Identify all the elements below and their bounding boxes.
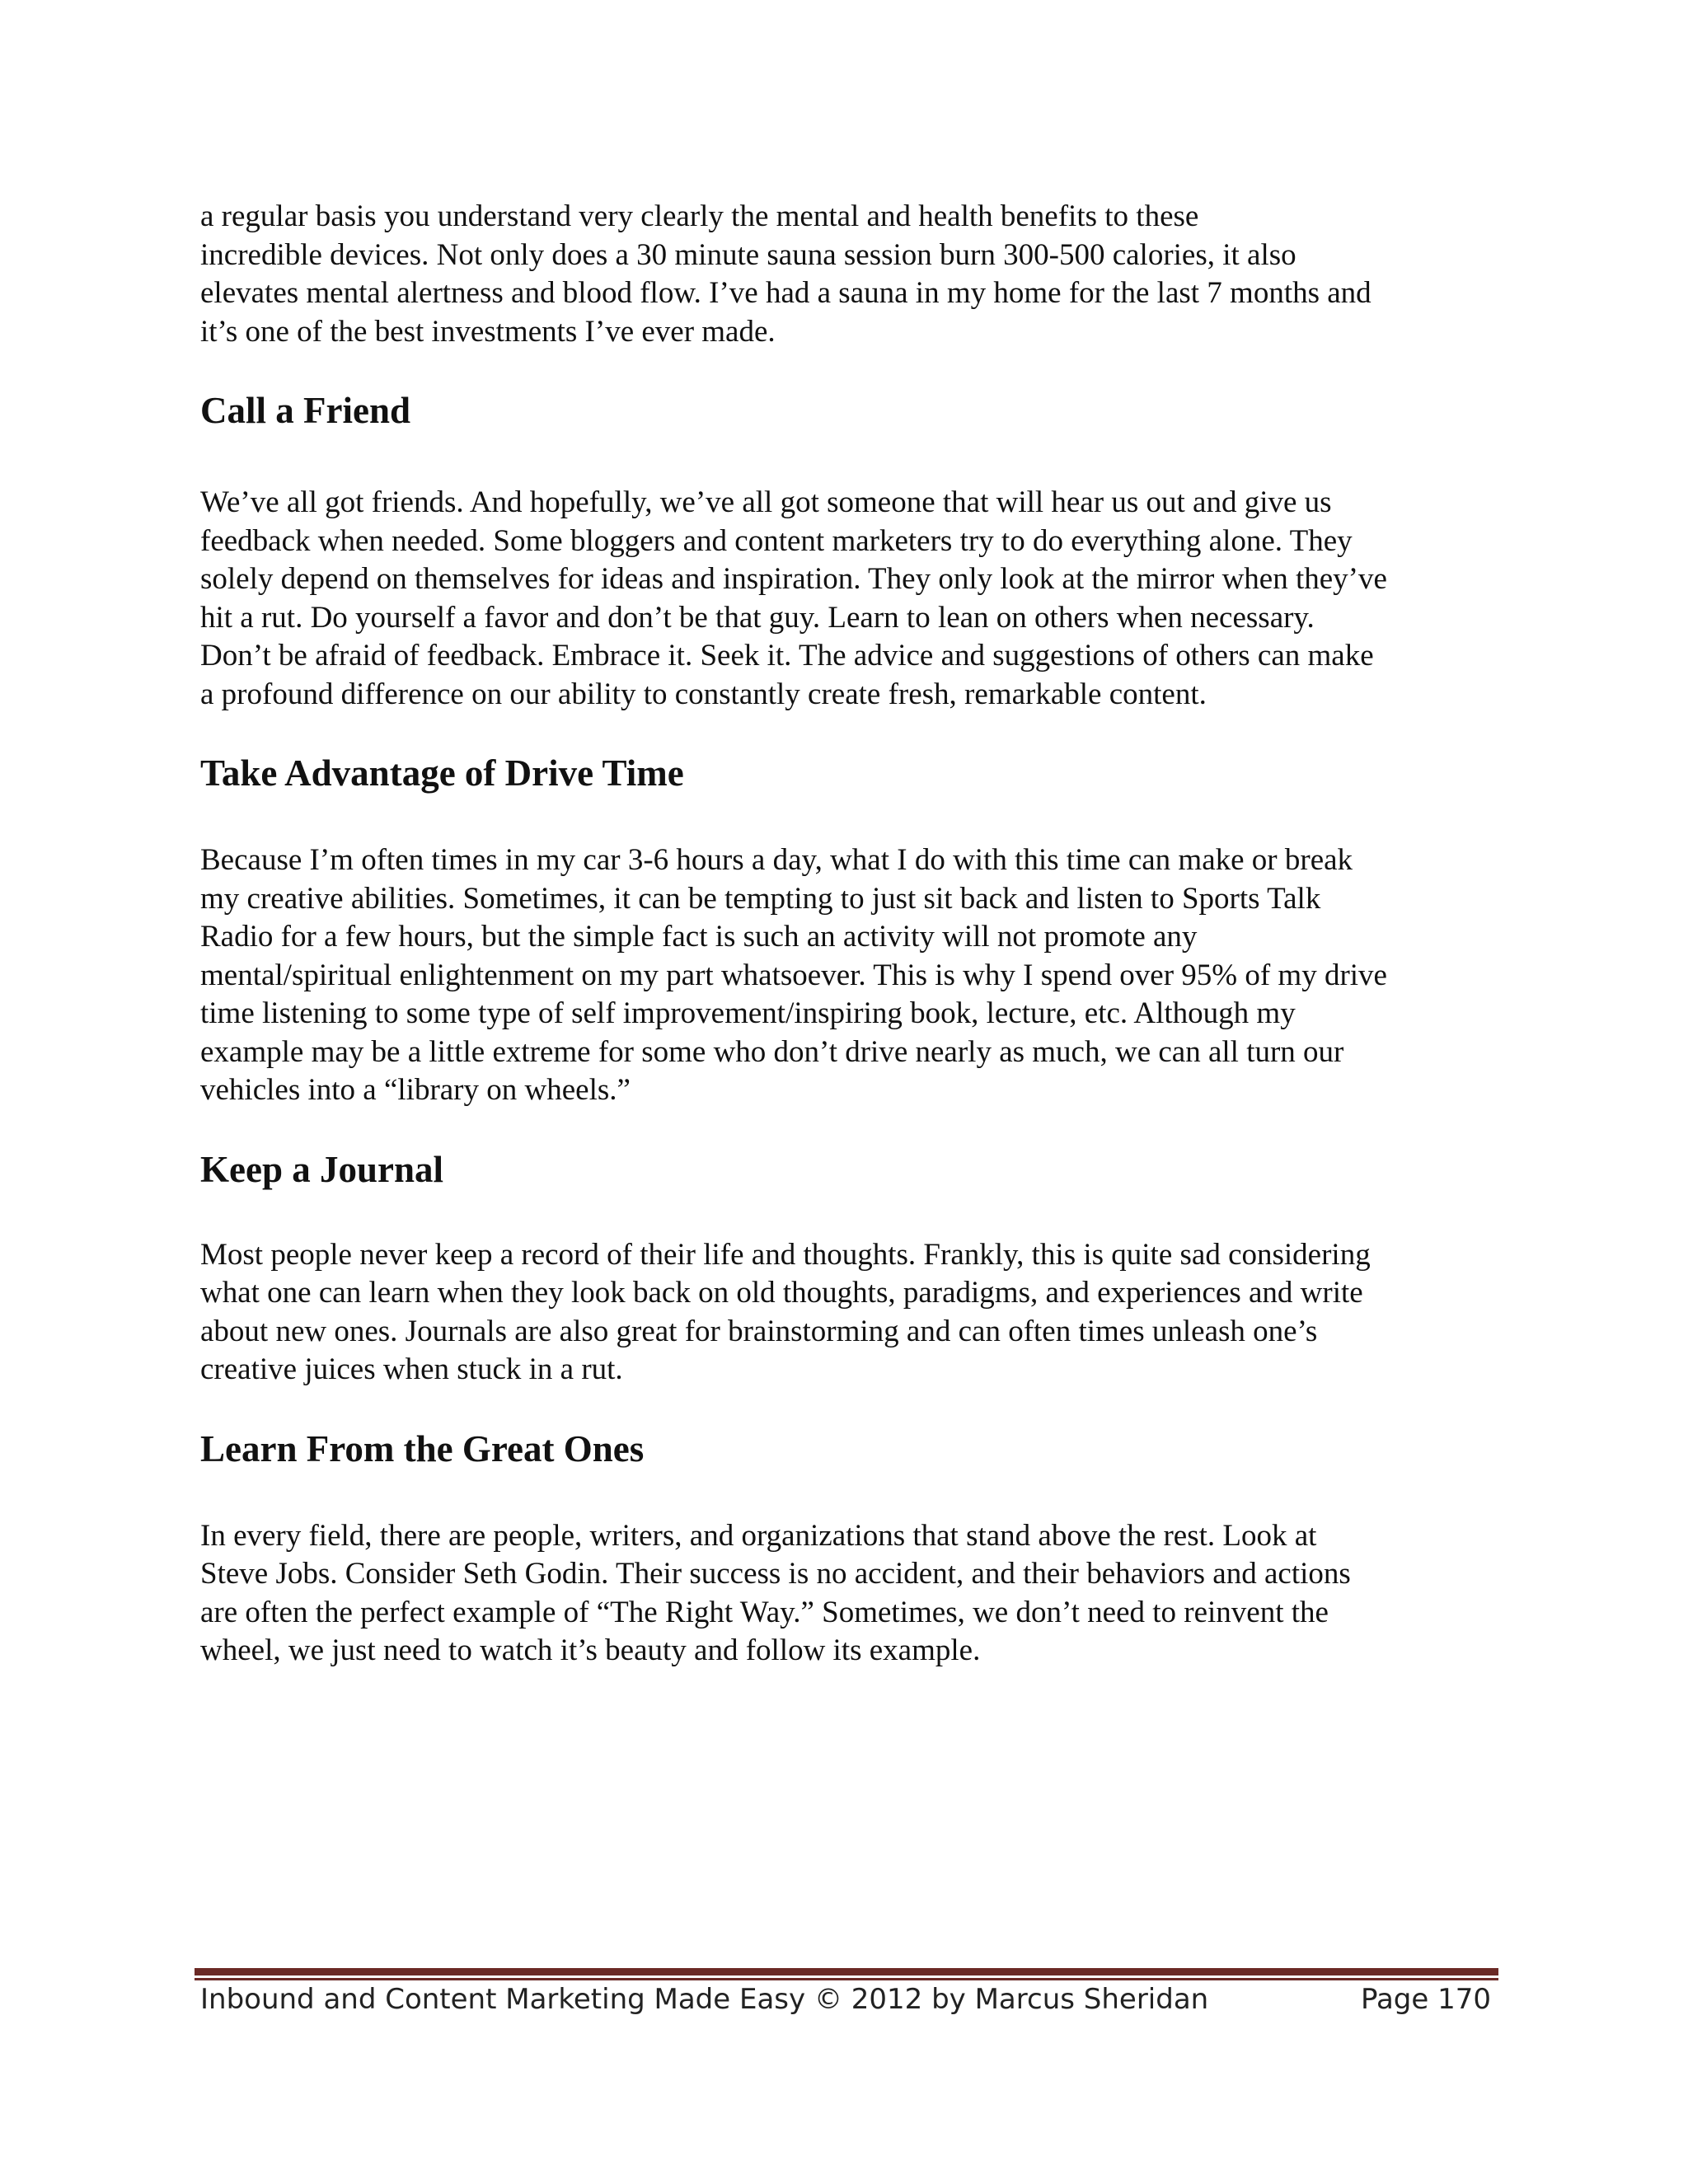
footer-divider xyxy=(195,1968,1498,1975)
heading-call-a-friend: Call a Friend xyxy=(200,390,410,431)
text-line: In every field, there are people, writers, and organizations that stand above the rest. Look at xyxy=(200,1518,1317,1553)
text-line: Radio for a few hours, but the simple fact is such an activity will not promote any xyxy=(200,920,1198,954)
text-line: mental/spiritual enlightenment on my part whatsoever. This is why I spend over 95% of my drive xyxy=(200,958,1387,992)
text-line: about new ones. Journals are also great for brainstorming and can often times unleash one’s xyxy=(200,1314,1318,1348)
text-line: solely depend on themselves for ideas and inspiration. They only look at the mirror when they’ve xyxy=(200,562,1387,596)
text-line: are often the perfect example of “The Right Way.” Sometimes, we don’t need to reinvent the xyxy=(200,1595,1329,1629)
text-line: Because I’m often times in my car 3-6 hours a day, what I do with this time can make or break xyxy=(200,843,1353,877)
footer-copyright: Inbound and Content Marketing Made Easy © 2012 by Marcus Sheridan xyxy=(200,1983,1209,2016)
text-line: vehicles into a “library on wheels.” xyxy=(200,1073,631,1107)
text-line: it’s one of the best investments I’ve ever made. xyxy=(200,314,776,349)
paragraph-learn-from-great-ones xyxy=(200,1517,1503,1671)
paragraph-sauna xyxy=(200,198,1503,351)
text-line: my creative abilities. Sometimes, it can be tempting to just sit back and listen to Sports Talk xyxy=(200,881,1321,916)
heading-keep-a-journal: Keep a Journal xyxy=(200,1148,444,1190)
text-line: time listening to some type of self improvement/inspiring book, lecture, etc. Although my xyxy=(200,996,1296,1030)
text-line: feedback when needed. Some bloggers and content marketers try to do everything alone. They xyxy=(200,523,1353,558)
text-line: what one can learn when they look back on old thoughts, paradigms, and experiences and write xyxy=(200,1276,1363,1310)
text-line: elevates mental alertness and blood flow. I’ve had a sauna in my home for the last 7 months and xyxy=(200,276,1372,310)
paragraph-drive-time xyxy=(200,841,1503,1110)
footer-divider-thin xyxy=(195,1978,1498,1980)
text-line: incredible devices. Not only does a 30 minute sauna session burn 300-500 calories, it also xyxy=(200,237,1296,272)
text-line: a profound difference on our ability to constantly create fresh, remarkable content. xyxy=(200,677,1207,711)
paragraph-keep-a-journal xyxy=(200,1236,1503,1390)
heading-drive-time: Take Advantage of Drive Time xyxy=(200,752,684,794)
page-footer xyxy=(200,1983,1491,2024)
text-line: wheel, we just need to watch it’s beauty and follow its example. xyxy=(200,1633,981,1667)
text-line: creative juices when stuck in a rut. xyxy=(200,1352,623,1386)
text-line: hit a rut. Do yourself a favor and don’t be that guy. Learn to lean on others when necessary. xyxy=(200,600,1315,635)
text-line: Most people never keep a record of their life and thoughts. Frankly, this is quite sad considering xyxy=(200,1237,1371,1272)
page-content xyxy=(200,198,1503,1671)
text-line: Steve Jobs. Consider Seth Godin. Their success is no accident, and their behaviors and actions xyxy=(200,1557,1351,1591)
text-line: example may be a little extreme for some who don’t drive nearly as much, we can all turn our xyxy=(200,1034,1344,1069)
heading-learn-from-great-ones: Learn From the Great Ones xyxy=(200,1427,645,1469)
text-line: We’ve all got friends. And hopefully, we’ve all got someone that will hear us out and give us xyxy=(200,485,1332,519)
text-line: a regular basis you understand very clearly the mental and health benefits to these xyxy=(200,199,1199,233)
text-line: Don’t be afraid of feedback. Embrace it. Seek it. The advice and suggestions of others can make xyxy=(200,639,1374,673)
paragraph-call-a-friend xyxy=(200,484,1503,714)
page-number: Page 170 xyxy=(1360,1983,1491,2016)
